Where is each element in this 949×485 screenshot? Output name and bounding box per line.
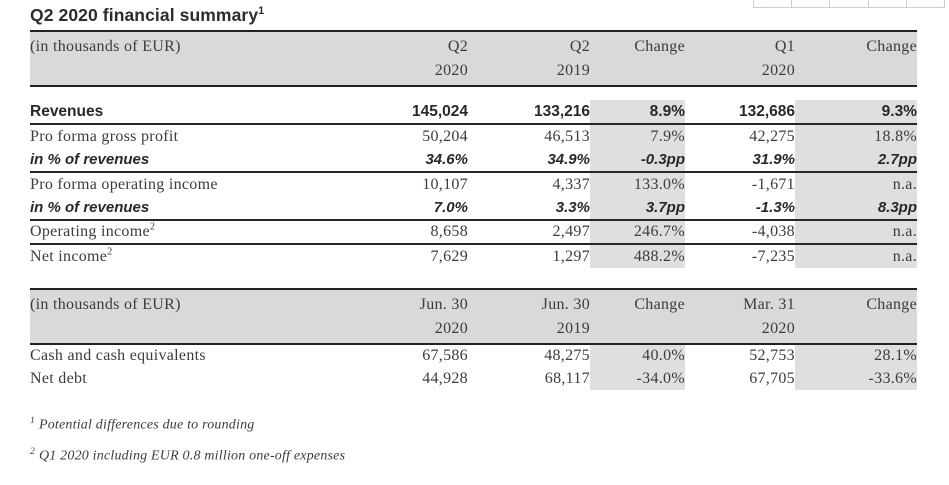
column-header [468, 289, 590, 344]
value-cell: 67,705 [749, 369, 795, 387]
footnote-marker: 2 [30, 446, 35, 457]
row-label: Cash and cash equivalents [30, 347, 206, 364]
fragment-cell [753, 0, 791, 8]
column-header [350, 31, 468, 86]
column-header-line2: 2020 [434, 62, 468, 79]
value-cell: -7,235 [751, 247, 795, 265]
value-cell: 132,686 [685, 100, 795, 124]
column-header-line2 [795, 317, 917, 341]
fragment-cell [829, 0, 867, 8]
value-cell: 42,275 [749, 127, 795, 145]
value-cell: 7.0% [350, 196, 468, 220]
value-cell: 3.3% [468, 196, 590, 220]
value-cell: 40.0% [590, 344, 685, 367]
value-cell: 2,497 [468, 220, 590, 244]
spacer-cell [590, 86, 685, 100]
footnote-text: Potential differences due to rounding [38, 417, 255, 433]
footnotes [30, 416, 345, 477]
column-header-line1: Jun. 30 [541, 296, 590, 313]
column-header-line1: Change [634, 38, 685, 55]
table-row [30, 220, 917, 244]
table-header-row [30, 289, 917, 344]
column-header-line1: Q1 [774, 38, 795, 55]
table-header-row [30, 31, 917, 86]
value-cell: 9.3% [795, 100, 917, 124]
column-header [795, 289, 917, 344]
unit-label-text: (in thousands of EUR) [30, 38, 181, 55]
value-cell: -1,671 [751, 175, 795, 193]
table-row [30, 367, 917, 390]
column-header-line1: Jun. 30 [419, 296, 468, 313]
column-header [685, 31, 795, 86]
table-row [30, 244, 917, 268]
value-cell: n.a. [795, 220, 917, 244]
value-cell: 133,216 [468, 100, 590, 124]
spacer-cell [795, 86, 917, 100]
value-cell: 52,753 [749, 347, 795, 364]
column-header-line1: Q2 [569, 38, 590, 55]
footnote-marker: 1 [30, 416, 35, 426]
title-footnote-marker: 1 [258, 5, 265, 18]
value-cell: 50,204 [422, 127, 468, 145]
value-cell: 31.9% [685, 148, 795, 172]
column-header [685, 289, 795, 344]
column-header [590, 289, 685, 344]
column-header-line2 [590, 317, 685, 341]
value-cell: 44,928 [422, 369, 468, 387]
value-cell: 48,275 [544, 347, 590, 364]
value-cell: -4,038 [685, 220, 795, 244]
column-header [468, 31, 590, 86]
row-label: in % of revenues [30, 196, 350, 220]
value-cell: 246.7% [590, 220, 685, 244]
value-cell: 68,117 [544, 369, 590, 387]
value-cell: 133.0% [590, 172, 685, 196]
column-header-line2: 2019 [556, 62, 590, 79]
value-cell: 34.6% [350, 148, 468, 172]
column-header-line1: Mar. 31 [743, 296, 795, 313]
page-title-text: Q2 2020 financial summary [30, 5, 259, 25]
cash-position-table [30, 288, 917, 390]
value-cell: 34.9% [468, 148, 590, 172]
table-row [30, 148, 917, 172]
column-header-line1: Change [866, 38, 917, 55]
row-footnote-marker: 2 [107, 246, 113, 258]
page-title [30, 5, 264, 26]
column-header-line2: 2020 [761, 62, 795, 79]
cropped-table-fragment [753, 0, 945, 8]
value-cell: 1,297 [552, 247, 590, 265]
column-header [590, 31, 685, 86]
value-cell: -0.3pp [590, 148, 685, 172]
value-cell: 8.3pp [795, 196, 917, 220]
column-header-line2: 2020 [434, 320, 468, 337]
value-cell: -33.6% [795, 367, 917, 390]
column-header-line2 [795, 59, 917, 83]
spacer-cell [685, 86, 795, 100]
column-header [795, 31, 917, 86]
value-cell: -1.3% [685, 196, 795, 220]
spacer-cell [468, 86, 590, 100]
row-footnote-marker: 2 [149, 221, 156, 233]
value-cell: 10,107 [422, 175, 468, 193]
unit-label-text: (in thousands of EUR) [30, 296, 181, 313]
table-row [30, 196, 917, 220]
column-header-line2: 2020 [761, 320, 795, 337]
value-cell: 8,658 [350, 220, 468, 244]
table-row [30, 124, 917, 148]
row-label: Pro forma gross profit [30, 127, 179, 145]
table-row [30, 344, 917, 367]
row-label: Pro forma operating income [30, 175, 218, 193]
column-header-line1: Change [634, 296, 685, 313]
fragment-cell [868, 0, 906, 8]
income-summary-table-mount [30, 30, 917, 268]
fragment-cell [906, 0, 945, 8]
value-cell: 8.9% [590, 100, 685, 124]
column-header-line2 [590, 59, 685, 83]
value-cell: 46,513 [544, 127, 590, 145]
column-header [350, 289, 468, 344]
footnote-text: Q1 2020 including EUR 0.8 million one-off expenses [38, 448, 346, 464]
unit-label [30, 289, 350, 344]
spacer [30, 59, 350, 83]
cash-position-table-mount [30, 288, 917, 390]
footnote [30, 416, 345, 434]
value-cell: 7,629 [430, 247, 468, 265]
row-label: in % of revenues [30, 148, 350, 172]
value-cell: n.a. [795, 244, 917, 268]
value-cell: -34.0% [590, 367, 685, 390]
value-cell: 18.8% [795, 124, 917, 148]
fragment-cell [791, 0, 829, 8]
column-header-line2: 2019 [556, 320, 590, 337]
table-row [30, 100, 917, 124]
column-header-line1: Q2 [447, 38, 468, 55]
spacer-cell [30, 86, 350, 100]
value-cell: 145,024 [350, 100, 468, 124]
row-label: Operating income$^2$ [30, 220, 350, 244]
row-label: Net income$^2$ [30, 246, 113, 265]
row-label: Revenues [30, 100, 350, 124]
spacer-cell [350, 86, 468, 100]
value-cell: n.a. [795, 172, 917, 196]
column-header-line1: Change [866, 296, 917, 313]
spacer-row [30, 86, 917, 100]
footnote [30, 447, 345, 465]
value-cell: 28.1% [795, 344, 917, 367]
value-cell: 67,586 [422, 347, 468, 364]
value-cell: 488.2% [590, 244, 685, 268]
value-cell: 3.7pp [590, 196, 685, 220]
row-label: Net debt [30, 369, 88, 387]
value-cell: 4,337 [552, 175, 590, 193]
value-cell: 2.7pp [795, 148, 917, 172]
value-cell: 7.9% [590, 124, 685, 148]
table-row [30, 172, 917, 196]
income-summary-table [30, 30, 917, 268]
unit-label [30, 31, 350, 86]
spacer [30, 317, 350, 341]
